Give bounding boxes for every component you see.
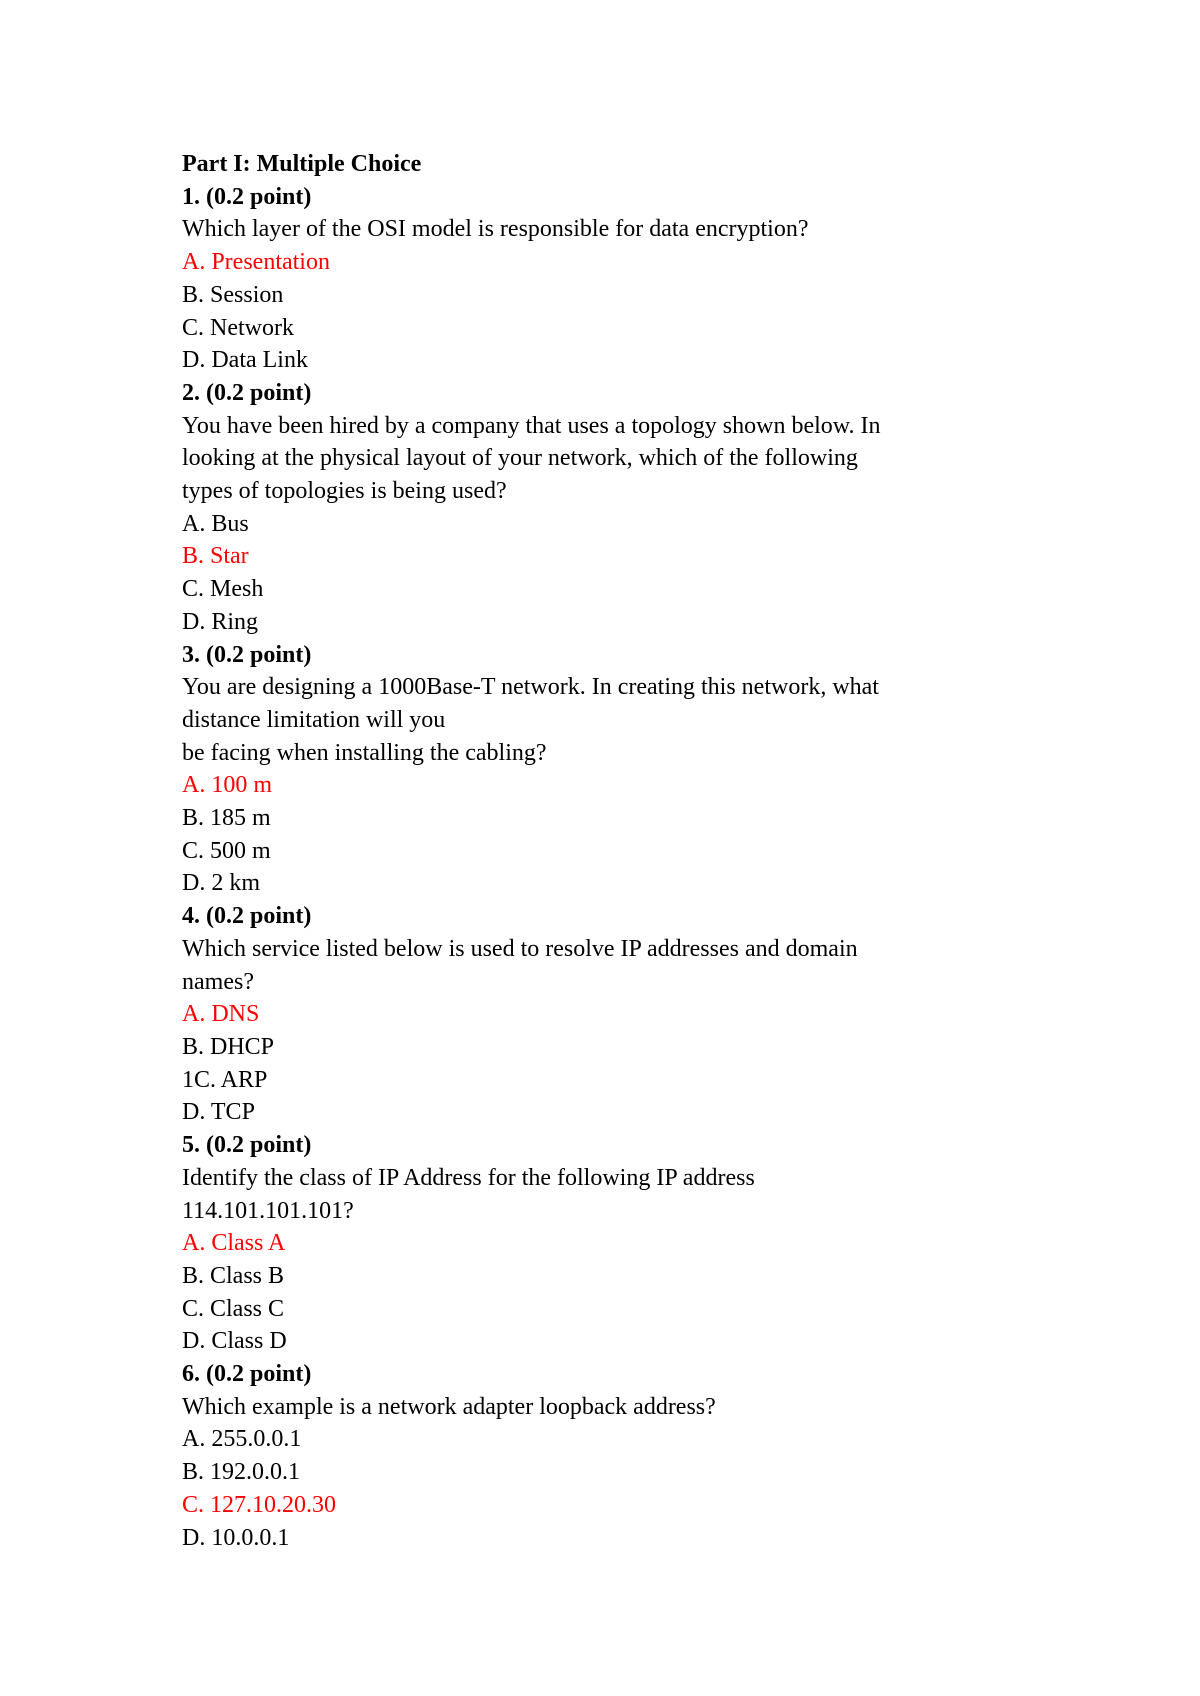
- answer-option: B. 192.0.0.1: [182, 1459, 301, 1486]
- answer-option: B. Session: [182, 281, 284, 308]
- answer-option: A. Bus: [182, 510, 249, 537]
- question-block: [182, 900, 1062, 1129]
- answer-option: D. Class D: [182, 1328, 287, 1355]
- answer-option: 1C. ARP: [182, 1066, 268, 1093]
- question-block: [182, 1129, 1062, 1358]
- answer-option: C. Network: [182, 314, 294, 341]
- answer-option: D. TCP: [182, 1099, 255, 1126]
- answer-option-correct: A. Class A: [182, 1230, 286, 1257]
- answer-option: D. Data Link: [182, 347, 308, 374]
- answer-option: C. Class C: [182, 1295, 285, 1322]
- question-list: [182, 181, 1062, 1555]
- question-prompt: Which service listed below is used to resolve IP addresses and domain: [182, 935, 858, 962]
- question-header: 3. (0.2 point): [182, 641, 312, 668]
- part-title: Part I: Multiple Choice: [182, 151, 422, 177]
- question-prompt: 114.101.101.101?: [182, 1197, 354, 1224]
- answer-option: D. 2 km: [182, 870, 260, 897]
- answer-option: B. Class B: [182, 1262, 285, 1289]
- answer-option: A. 255.0.0.1: [182, 1426, 302, 1453]
- question-block: [182, 1358, 1062, 1554]
- question-block: [182, 181, 1062, 377]
- answer-option: D. Ring: [182, 608, 259, 635]
- question-header: 1. (0.2 point): [182, 183, 312, 210]
- question-block: [182, 377, 1062, 639]
- answer-option-correct: A. DNS: [182, 1001, 260, 1028]
- question-header: 5. (0.2 point): [182, 1132, 312, 1159]
- answer-option: B. 185 m: [182, 805, 271, 832]
- question-prompt: You have been hired by a company that uses a topology shown below. In: [182, 412, 881, 439]
- question-header: 2. (0.2 point): [182, 379, 312, 406]
- question-prompt: Identify the class of IP Address for the following IP address: [182, 1164, 755, 1191]
- question-prompt: be facing when installing the cabling?: [182, 739, 547, 766]
- question-prompt: distance limitation will you: [182, 706, 446, 733]
- question-prompt: Which layer of the OSI model is responsible for data encryption?: [182, 216, 809, 243]
- question-header: 4. (0.2 point): [182, 903, 312, 930]
- answer-option: C. Mesh: [182, 576, 264, 603]
- question-block: [182, 639, 1062, 901]
- answer-option-correct: B. Star: [182, 543, 249, 570]
- answer-option: B. DHCP: [182, 1033, 275, 1060]
- question-prompt: looking at the physical layout of your network, which of the following: [182, 445, 858, 472]
- document-content: [182, 148, 1062, 1554]
- question-prompt: You are designing a 1000Base-T network. In creating this network, what: [182, 674, 879, 701]
- question-header: 6. (0.2 point): [182, 1361, 312, 1388]
- question-prompt: types of topologies is being used?: [182, 478, 507, 505]
- answer-option: D. 10.0.0.1: [182, 1524, 290, 1551]
- answer-option-correct: A. 100 m: [182, 772, 272, 799]
- answer-option-correct: C. 127.10.20.30: [182, 1491, 337, 1518]
- question-prompt: Which example is a network adapter loopback address?: [182, 1393, 716, 1420]
- answer-option-correct: A. Presentation: [182, 249, 330, 276]
- question-prompt: names?: [182, 968, 254, 995]
- answer-option: C. 500 m: [182, 837, 271, 864]
